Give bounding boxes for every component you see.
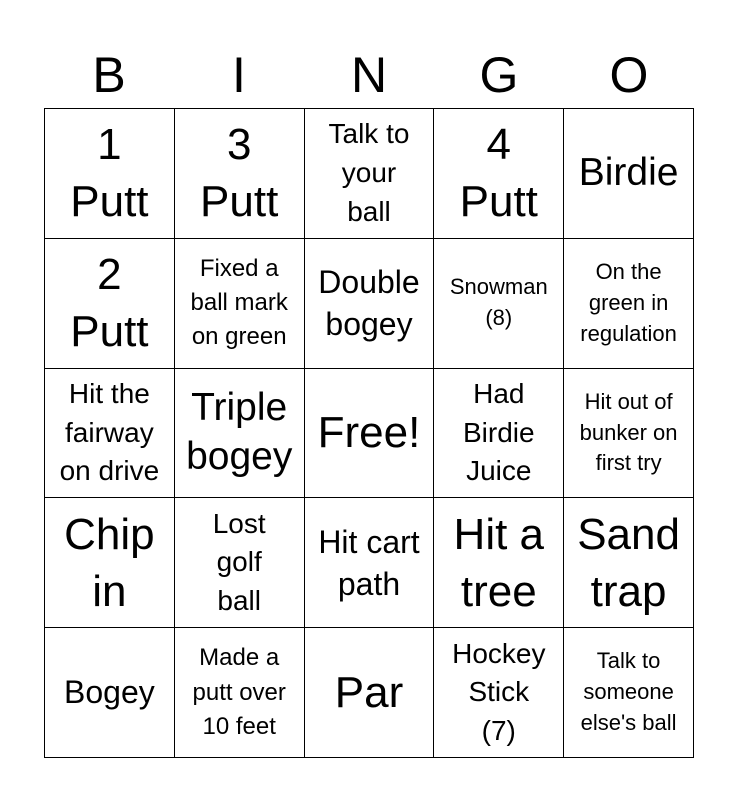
- bingo-cell-label: Lost golf ball: [212, 507, 266, 617]
- bingo-cell[interactable]: [564, 109, 694, 239]
- bingo-cell-label: 1 Putt: [70, 120, 149, 227]
- bingo-cell[interactable]: [434, 498, 564, 628]
- header-letter-i: I: [232, 47, 246, 103]
- bingo-grid: [44, 108, 694, 758]
- bingo-cell-label: Hit the fairway on drive: [59, 378, 160, 487]
- bingo-cell-label: Made a putt over 10 feet: [192, 644, 286, 740]
- bingo-cell[interactable]: [45, 239, 175, 369]
- bingo-cell-label: 3 Putt: [200, 120, 279, 227]
- bingo-cell-label: Hit cart path: [318, 523, 420, 602]
- bingo-cell-label: Hit a tree: [453, 509, 545, 616]
- bingo-cell[interactable]: [45, 109, 175, 239]
- bingo-cell-label: Sand trap: [577, 509, 680, 616]
- bingo-cell-label: Snowman (8): [449, 274, 548, 331]
- bingo-cell-label: 4 Putt: [459, 120, 538, 227]
- header-letter-b: B: [92, 47, 126, 103]
- bingo-cell[interactable]: [434, 239, 564, 369]
- bingo-cell-label: Hit out of bunker on first try: [579, 388, 678, 476]
- header-letter-o: O: [609, 47, 649, 103]
- bingo-cell[interactable]: [175, 369, 305, 499]
- bingo-cell-label: Free!: [317, 408, 421, 458]
- bingo-cell-label: Double bogey: [318, 263, 420, 343]
- bingo-cell[interactable]: [434, 109, 564, 239]
- bingo-cell[interactable]: [45, 369, 175, 499]
- bingo-cell-label: Bogey: [64, 674, 155, 711]
- bingo-cell[interactable]: [305, 239, 435, 369]
- bingo-cell-label: Birdie: [578, 151, 679, 195]
- bingo-cell[interactable]: [305, 628, 435, 758]
- bingo-cell[interactable]: [564, 239, 694, 369]
- bingo-cell-label: 2 Putt: [70, 250, 149, 357]
- bingo-cell-label: Talk to someone else's ball: [580, 648, 677, 735]
- bingo-cell[interactable]: [564, 369, 694, 499]
- bingo-cell[interactable]: [564, 498, 694, 628]
- bingo-cell[interactable]: [175, 628, 305, 758]
- bingo-cell[interactable]: [305, 109, 435, 239]
- bingo-cell-label: Had Birdie Juice: [462, 378, 535, 487]
- bingo-cell[interactable]: [45, 628, 175, 758]
- bingo-cell[interactable]: [434, 369, 564, 499]
- bingo-cell[interactable]: [45, 498, 175, 628]
- bingo-cell[interactable]: [175, 109, 305, 239]
- bingo-cell[interactable]: [175, 498, 305, 628]
- bingo-cell-label: Chip in: [64, 509, 155, 616]
- bingo-cell[interactable]: [564, 628, 694, 758]
- bingo-cell-label: Triple bogey: [186, 386, 293, 478]
- bingo-cell-label: Fixed a ball mark on green: [190, 255, 288, 351]
- bingo-cell-label: Hockey Stick (7): [452, 637, 546, 746]
- bingo-cell[interactable]: [305, 369, 435, 499]
- header-letter-g: G: [479, 47, 519, 103]
- bingo-header: [44, 42, 694, 108]
- bingo-cell-label: On the green in regulation: [580, 259, 677, 346]
- bingo-cell[interactable]: [434, 628, 564, 758]
- bingo-cell-label: Talk to your ball: [328, 118, 410, 227]
- header-letter-n: N: [350, 47, 388, 103]
- bingo-cell[interactable]: [175, 239, 305, 369]
- bingo-cell[interactable]: [305, 498, 435, 628]
- bingo-cell-label: Par: [334, 668, 404, 717]
